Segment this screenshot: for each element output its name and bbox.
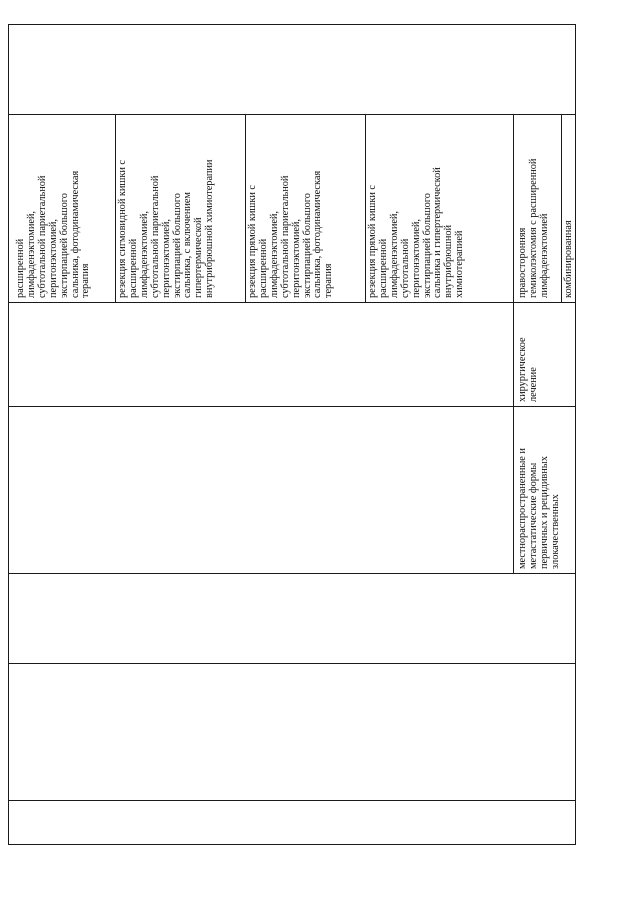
column-divider bbox=[8, 800, 576, 801]
option-divider bbox=[365, 114, 366, 302]
table-border-bottom bbox=[8, 844, 576, 845]
column-divider bbox=[8, 406, 576, 407]
column-divider bbox=[8, 114, 576, 115]
option-divider bbox=[561, 114, 562, 302]
treatment-option-text: резекция сигмовидной кишки с расширенной лимфаденэктомией, субтотальной париетальной перитонэктомией, экстирпацией большого сальника, с включением гипертермической внутрибрюшной химиотерапии bbox=[117, 159, 216, 298]
column-divider bbox=[8, 302, 576, 303]
treatment-option-text: расширенной лимфаденэктомией, субтотальной париетальной перитонэктомией, экстирпацией большого сальника, фотодинамическая терапия bbox=[15, 170, 92, 298]
treatment-option-text: правосторонняя гемиколэктомия с расширенной лимфаденэктомией bbox=[517, 158, 550, 298]
column-divider bbox=[8, 663, 576, 664]
column-divider bbox=[8, 573, 576, 574]
option-divider bbox=[245, 114, 246, 302]
option-divider bbox=[513, 114, 514, 302]
disease-model-text: местнораспространенные и метастатические формы первичных и рецидивных злокачественных bbox=[517, 448, 561, 569]
treatment-type-text: хирургическое лечение bbox=[517, 337, 539, 402]
treatment-option-text: резекция прямой кишки с расширенной лимфаденэктомией, субтотальной перитонэктомией, экстирпацией большого сальника и гипертермической внутрибрюшной химиотерапией bbox=[367, 167, 466, 298]
table-border-top bbox=[8, 24, 576, 25]
row-divider bbox=[513, 302, 514, 573]
table-border-right bbox=[575, 24, 576, 844]
treatment-option-text: резекция прямой кишки с расширенной лимфаденэктомией, субтотальной париетальной перитонэктомией, экстирпацией большого сальника, фотодинамическая терапия bbox=[247, 170, 335, 298]
option-divider bbox=[115, 114, 116, 302]
table-border-left bbox=[8, 24, 9, 844]
treatment-option-text: комбинированная bbox=[563, 220, 574, 298]
